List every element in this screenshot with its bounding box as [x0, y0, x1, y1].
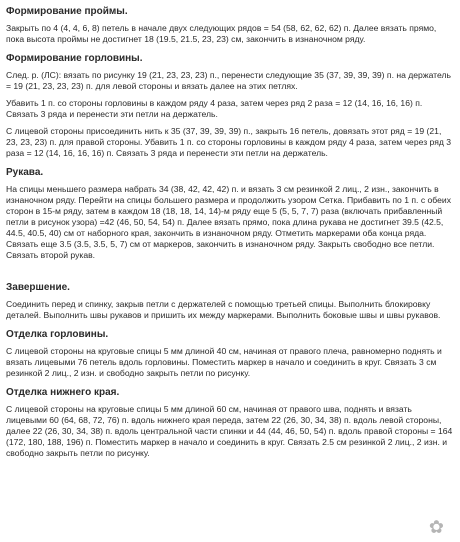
spacer — [6, 267, 454, 274]
section-title-finishing: Завершение. — [6, 282, 70, 293]
paragraph-neckline-2: Убавить 1 п. со стороны горловины в каждом ряду 4 раза, затем через ряд 2 раза = 12 (14, 16, 16, 16) п. Связать 3 ряда и перенести эти петли на держатель. — [6, 98, 423, 119]
section-title-neck-trim: Отделка горловины. — [6, 329, 109, 340]
paragraph-neckline-1: След. р. (ЛС): вязать по рисунку 19 (21, 23, 23, 23) п., перенести следующие 35 (37, 39, 39, 39) п. на держатель = 19 (21, 23, 23, 23) п. для левой стороны и вязать далее на этих петлях. — [6, 70, 452, 91]
paragraph-armhole-1: Закрыть по 4 (4, 4, 6, 8) петель в начале двух следующих рядов = 54 (58, 62, 62, 62) п. Далее вязать прямо, пока высота проймы не достигнет 18 (19.5, 21.5, 23, 23) см, закончить в изнаночном ряду. — [6, 23, 437, 44]
section-title-armhole: Формирование проймы. — [6, 6, 128, 17]
paragraph-sleeves-1: На спицы меньшего размера набрать 34 (38, 42, 42, 42) п. и вязать 3 см резинкой 2 лиц., 2 изн., закончить в изнаночном ряду. Перейти на спицы большего размера и продолжить узором Сетка. Прибавить по 1 п. с обеих сторон в 15-м ряду, затем в каждом 18 (18, 18, 14, 14)-м ряду еще 5 (5, 5, 7, 7) раза (включать прибавленный петли в рисунок узора) =42 (46, 50, 54, 54) п. Далее вязать прямо, пока длина рукава не достигнет 39.5 (42.5, 44.5, 40.5, 40) см от наборного края, закончить в изнаночном ряду. Отметить маркерами оба конца ряда. Связать еще 3.5 (3.5, 3.5, 5, 7) см от маркеров, закончить в изнаночном ряду. Закрыть свободно все петли. Связать второй рукав. — [6, 184, 451, 260]
paragraph-finishing-1: Соединить перед и спинку, закрыв петли с держателей с помощью третьей спицы. Выполнить блокировку деталей. Выполнить швы рукавов и пришить их между маркерами. Выполнить боковые швы и швы рукавов. — [6, 299, 441, 320]
section-title-neckline: Формирование горловины. — [6, 53, 143, 64]
paragraph-neck-trim-1: С лицевой стороны на круговые спицы 5 мм длиной 40 см, начиная от правого плеча, равномерно поднять и вязать лицевыми 76 петель вдоль горловины. Поместить маркер в начало и соединить в круг. Связать 3 см резинкой 2 лиц., 2 изн. и свободно закрыть петли по рисунку. — [6, 346, 442, 378]
watermark-icon: ✿ — [428, 517, 444, 537]
section-title-sleeves: Рукава. — [6, 167, 44, 178]
document — [6, 6, 454, 459]
paragraph-bottom-trim-1: С лицевой стороны на круговые спицы 5 мм длиной 60 см, начиная от правого шва, поднять и вязать лицевыми 60 (64, 68, 72, 76) п. вдоль нижнего края переда, затем 22 (26, 30, 34, 38) п. вдоль левой стороны, далее 22 (26, 30, 34, 38) п. вдоль центральной части спинки и 44 (44, 46, 50, 54) п. вдоль правой стороны = 164 (172, 180, 188, 196) п. Поместить маркер в начало и соединить в круг. Связать 2.5 см резинкой 2 лиц., 2 изн. и свободно закрыть петли по рисунку. — [6, 404, 453, 458]
paragraph-neckline-3: С лицевой стороны присоединить нить к 35 (37, 39, 39, 39) п., закрыть 16 петель, довязать этот ряд = 19 (21, 23, 23, 23) п. для правой стороны. Убавить 1 п. со стороны горловины в каждом ряду 4 раза, затем через ряд 3 раза = 12 (14, 16, 16, 16) п. Связать 3 ряда и перенести эти петли на держатель. — [6, 126, 452, 158]
section-title-bottom-trim: Отделка нижнего края. — [6, 387, 120, 398]
